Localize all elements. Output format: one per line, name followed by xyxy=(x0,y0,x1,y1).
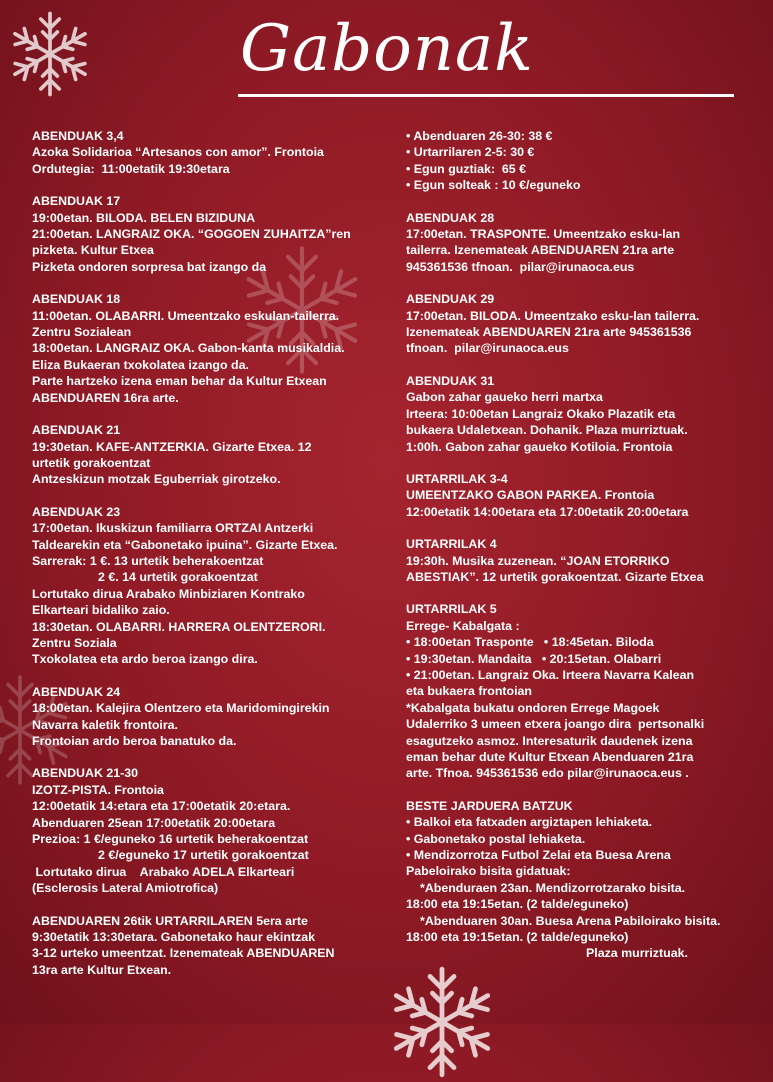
event-line: esagutzeko asmoz. Interesaturik daudenek izena xyxy=(406,733,693,748)
section-heading: URTARRILAK 3-4 xyxy=(406,471,508,486)
event-line: 19:30etan. KAFE-ANTZERKIA. Gizarte Etxea. 12 xyxy=(32,439,312,454)
event-section xyxy=(32,291,402,406)
event-line: 12:00etatik 14:00etara eta 17:00etatik 20:00etara xyxy=(406,504,689,519)
section-heading: ABENDUAK 31 xyxy=(406,373,495,388)
bullet-item: • Mendizorrotza Futbol Zelai eta Buesa Arena xyxy=(406,847,766,863)
event-line: pizketa. Kultur Etxea xyxy=(32,243,154,258)
bullet-item: • Abenduaren 26-30: 38 € xyxy=(406,128,766,144)
bullet-item: • 19:30etan. Mandaita • 20:15etan. Olabarri xyxy=(406,651,766,667)
event-line: Parte hartzeko izena eman behar da Kultur Etxean xyxy=(32,374,327,389)
event-section xyxy=(32,422,402,488)
event-line: Zentru Soziala xyxy=(32,635,117,650)
event-line: UMEENTZAKO GABON PARKEA. Frontoia xyxy=(406,488,655,503)
event-line: Elkarteari bidaliko zaio. xyxy=(32,603,170,618)
event-line: 19:30h. Musika zuzenean. “JOAN ETORRIKO xyxy=(406,553,670,568)
event-line: Irteera: 10:00etan Langraiz Okako Plazatik eta xyxy=(406,406,676,421)
page-title: Gabonak xyxy=(240,12,534,86)
event-section xyxy=(406,471,766,520)
event-line: 945361536 tfnoan. pilar@irunaoca.eus xyxy=(406,259,635,274)
bullet-item: • Gabonetako postal lehiaketa. xyxy=(406,831,766,847)
title-underline xyxy=(238,94,734,97)
event-section xyxy=(406,536,766,585)
event-section xyxy=(406,291,766,357)
left-column xyxy=(32,128,402,994)
bullet-item: • Urtarrilaren 2-5: 30 € xyxy=(406,144,766,160)
right-column xyxy=(406,128,766,978)
event-line: *Abenduraen 23an. Mendizorrotzarako bisita. xyxy=(420,880,686,895)
event-line: eta bukaera frontoian xyxy=(406,684,532,699)
event-section xyxy=(32,684,402,750)
event-line: 13ra arte Kultur Etxean. xyxy=(32,962,172,977)
event-section xyxy=(32,765,402,896)
event-line: tailerra. Izenemateak ABENDUAREN 21ra arte xyxy=(406,243,675,258)
event-section xyxy=(32,504,402,668)
section-heading: BESTE JARDUERA BATZUK xyxy=(406,798,573,813)
section-heading: ABENDUAK 24 xyxy=(32,684,121,699)
event-section xyxy=(406,128,766,194)
bullet-item: • Balkoi eta fatxaden argiztapen lehiaketa. xyxy=(406,814,766,830)
event-line: 2 €/eguneko 17 urtetik gorakoentzat xyxy=(98,848,309,863)
event-line: 18:30etan. OLABARRI. HARRERA OLENTZERORI. xyxy=(32,619,326,634)
bullet-item: • Egun guztiak: 65 € xyxy=(406,161,766,177)
event-line: IZOTZ-PISTA. Frontoia xyxy=(32,782,164,797)
event-line: bukaera Udaletxean. Dohanik. Plaza murriztuak. xyxy=(406,423,688,438)
event-line: tfnoan. pilar@irunaoca.eus xyxy=(406,341,569,356)
event-section xyxy=(32,913,402,979)
section-heading: URTARRILAK 5 xyxy=(406,602,497,617)
event-line: Prezioa: 1 €/eguneko 16 urtetik beherakoentzat xyxy=(32,832,309,847)
event-line: eman behar dute Kultur Etxean Abenduaren 21ra xyxy=(406,750,694,764)
event-line: arte. Tfnoa. 945361536 edo pilar@irunaoca.eus . xyxy=(406,766,689,781)
event-line: Antzeskizun motzak Eguberriak girotzeko. xyxy=(32,472,281,487)
event-line: 18:00etan. Kalejira Olentzero eta Maridomingirekin xyxy=(32,701,330,716)
event-line: 19:00etan. BILODA. BELEN BIZIDUNA xyxy=(32,210,256,225)
event-line: urtetik gorakoentzat xyxy=(32,455,151,470)
event-line: ABENDUAREN 16ra arte. xyxy=(32,390,179,405)
section-heading: ABENDUAK 23 xyxy=(32,504,121,519)
event-line: Taldearekin eta “Gabonetako ipuina”. Gizarte Etxea. xyxy=(32,537,338,552)
event-section xyxy=(406,798,766,962)
event-section xyxy=(32,193,402,275)
event-line: Abenduaren 25ean 17:00etatik 20:00etara xyxy=(32,815,276,830)
event-line: 9:30etatik 13:30etara. Gabonetako haur ekintzak xyxy=(32,930,316,945)
event-line: Plaza murriztuak. xyxy=(586,946,688,961)
event-section xyxy=(406,373,766,455)
bullet-item: • Egun solteak : 10 €/eguneko xyxy=(406,177,766,193)
event-line: Azoka Solidarioa “Artesanos con amor”. Frontoia xyxy=(32,145,324,160)
event-line: 1:00h. Gabon zahar gaueko Kotiloia. Frontoia xyxy=(406,439,673,454)
bullet-item: • 18:00etan Trasponte • 18:45etan. Biloda xyxy=(406,634,766,650)
event-line: 21:00etan. LANGRAIZ OKA. “GOGOEN ZUHAITZA”ren xyxy=(32,227,351,242)
event-line: Pizketa ondoren sorpresa bat izango da xyxy=(32,259,267,274)
event-section xyxy=(32,128,402,177)
event-line: Pabeloirako bisita gidatuak: xyxy=(406,864,571,879)
section-heading: ABENDUAK 18 xyxy=(32,292,121,307)
event-line: *Abenduaren 30an. Buesa Arena Pabiloirako bisita. xyxy=(420,913,721,928)
section-heading: ABENDUAK 21 xyxy=(32,423,121,438)
event-line: Lortutako dirua Arabako ADELA Elkarteari xyxy=(32,864,295,879)
event-line: 17:00etan. TRASPONTE. Umeentzako esku-lan xyxy=(406,227,681,242)
event-line: 3-12 urteko umeentzat. Izenemateak ABENDUAREN xyxy=(32,946,335,961)
event-line: Eliza Bukaeran txokolatea izango da. xyxy=(32,357,249,372)
bullet-item: • 21:00etan. Langraiz Oka. Irteera Navarra Kalean xyxy=(406,667,766,683)
event-line: *Kabalgata bukatu ondoren Errege Magoek xyxy=(406,700,660,715)
section-heading: ABENDUAK 21-30 xyxy=(32,766,139,781)
event-line: Gabon zahar gaueko herri martxa xyxy=(406,390,603,405)
event-line: (Esclerosis Lateral Amiotrofica) xyxy=(32,881,219,896)
event-line: 17:00etan. Ikuskizun familiarra ORTZAI Antzerki xyxy=(32,521,314,536)
event-line: Frontoian ardo beroa banatuko da. xyxy=(32,734,237,748)
event-section xyxy=(406,210,766,276)
event-line: Izenemateak ABENDUAREN 21ra arte 945361536 xyxy=(406,325,692,340)
event-line: 2 €. 14 urtetik gorakoentzat xyxy=(98,570,258,585)
event-line: Sarrerak: 1 €. 13 urtetik beherakoentzat xyxy=(32,553,264,568)
event-line: Txokolatea eta ardo beroa izango dira. xyxy=(32,652,258,667)
event-line: 17:00etan. BILODA. Umeentzako esku-lan tailerra. xyxy=(406,308,700,323)
event-line: 11:00etan. OLABARRI. Umeentzako eskulan-tailerra. xyxy=(32,308,340,323)
section-heading: ABENDUAREN 26tik URTARRILAREN 5era arte xyxy=(32,913,308,928)
event-line: 18:00etan. LANGRAIZ OKA. Gabon-kanta musikaldia. xyxy=(32,341,345,356)
section-heading: URTARRILAK 4 xyxy=(406,537,497,552)
event-line: 12:00etatik 14:etara eta 17:00etatik 20:etara. xyxy=(32,799,291,814)
event-section xyxy=(406,601,766,781)
section-heading: ABENDUAK 3,4 xyxy=(32,129,124,143)
event-line: ABESTIAK”. 12 urtetik gorakoentzat. Gizarte Etxea xyxy=(406,569,704,584)
event-line: Errege- Kabalgata : xyxy=(406,618,520,633)
event-line: Navarra kaletik frontoira. xyxy=(32,717,178,732)
event-line: 18:00 eta 19:15etan. (2 talde/eguneko) xyxy=(406,930,629,945)
event-line: 18:00 eta 19:15etan. (2 talde/eguneko) xyxy=(406,897,629,912)
section-heading: ABENDUAK 17 xyxy=(32,194,121,209)
section-heading: ABENDUAK 29 xyxy=(406,292,495,307)
snowflake-icon xyxy=(4,8,96,100)
event-line: Ordutegia: 11:00etatik 19:30etara xyxy=(32,161,230,176)
section-heading: ABENDUAK 28 xyxy=(406,210,495,225)
event-line: Udalerriko 3 umeen etxera joango dira pertsonalki xyxy=(406,717,705,732)
event-line: Zentru Sozialean xyxy=(32,325,132,340)
event-line: Lortutako dirua Arabako Minbiziaren Kontrako xyxy=(32,586,305,601)
